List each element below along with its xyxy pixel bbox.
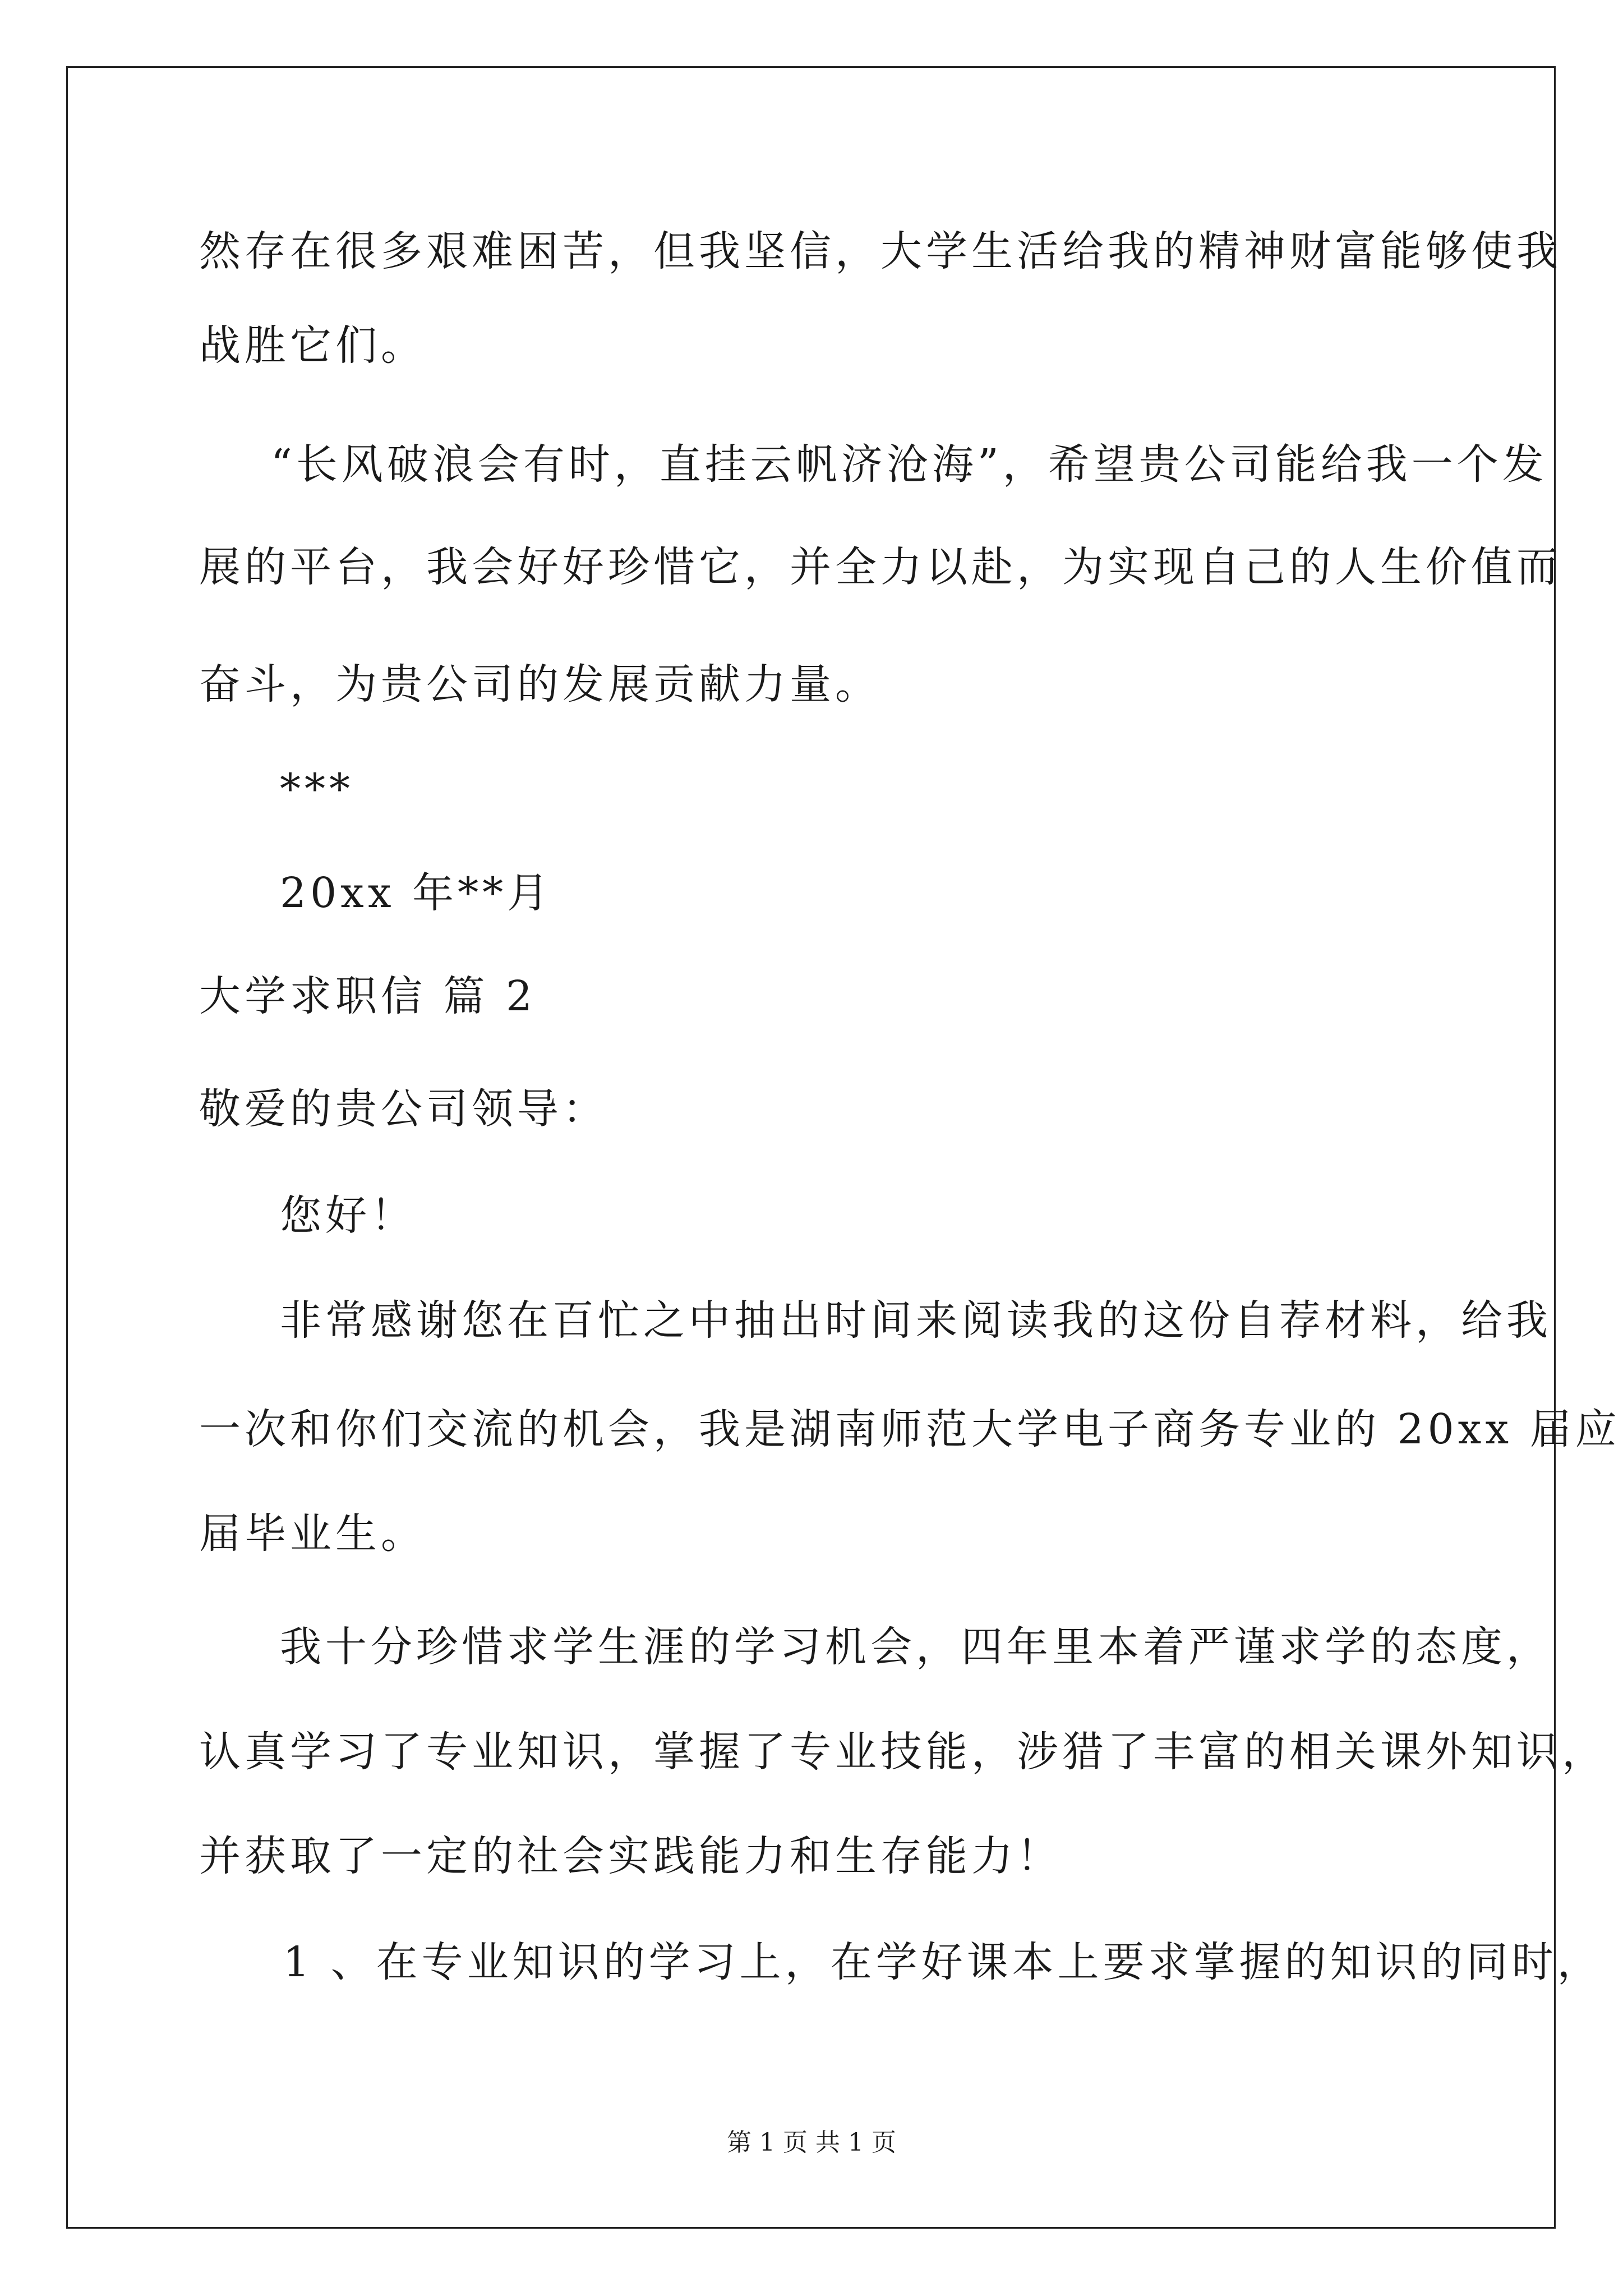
page-footer: 第 1 页 共 1 页 — [727, 2128, 896, 2157]
text-line: 并获取了一定的社会实践能力和生存能力！ — [199, 1832, 1062, 1880]
section-heading: 大学求职信 篇 2 — [199, 972, 537, 1020]
list-item: 1 、在专业知识的学习上，在学好课本上要求掌握的知识的同时， — [283, 1938, 1603, 1986]
page-border — [66, 66, 1556, 2229]
text-line: 我十分珍惜求学生涯的学习机会，四年里本着严谨求学的态度， — [280, 1623, 1552, 1671]
text-line: 然存在很多艰难困苦，但我坚信，大学生活给我的精神财富能够使我 — [199, 227, 1562, 275]
text-line: 战胜它们。 — [199, 321, 426, 370]
signature-name: *** — [280, 765, 354, 813]
salutation: 敬爱的贵公司领导： — [199, 1085, 608, 1133]
text-line: 奋斗，为贵公司的发展贡献力量。 — [199, 660, 880, 708]
text-line: 一次和你们交流的机会，我是湖南师范大学电子商务专业的 20xx 届应 — [199, 1405, 1621, 1453]
text-line: 展的平台，我会好好珍惜它，并全力以赴，为实现自己的人生价值而 — [199, 543, 1562, 591]
text-line: 认真学习了专业知识，掌握了专业技能，涉猎了丰富的相关课外知识， — [199, 1728, 1607, 1776]
greeting: 您好！ — [280, 1191, 416, 1240]
text-line: 届毕业生。 — [199, 1510, 426, 1558]
signature-date: 20xx 年**月 — [280, 869, 553, 917]
text-line: 非常感谢您在百忙之中抽出时间来阅读我的这份自荐材料，给我 — [280, 1296, 1552, 1345]
quote-line: “长风破浪会有时，直挂云帆济沧海”，希望贵公司能给我一个发 — [271, 440, 1548, 489]
